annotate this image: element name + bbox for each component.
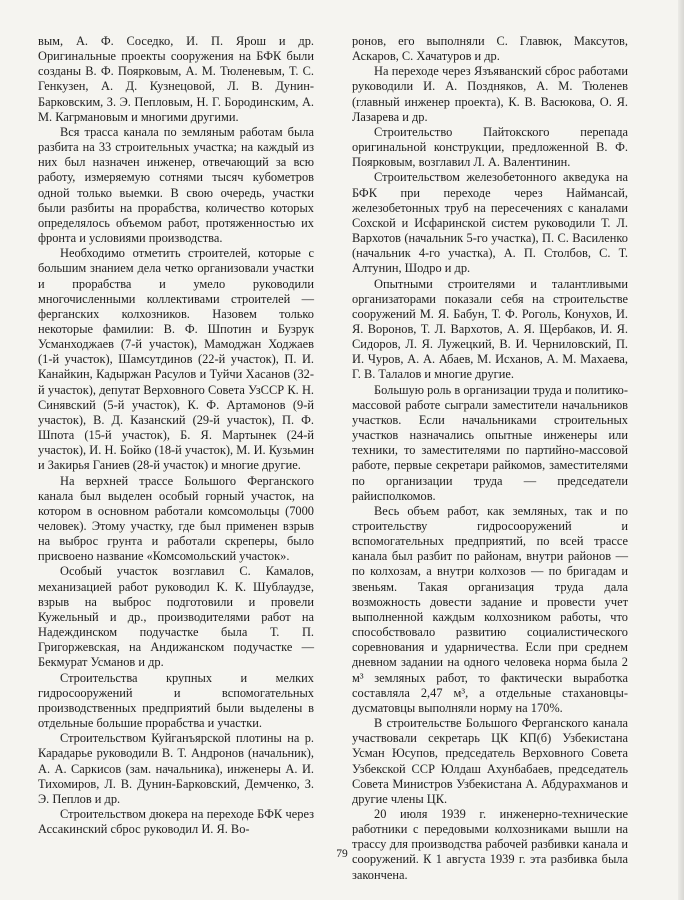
page-edge-shadow — [678, 0, 684, 900]
paragraph: Необходимо отметить строителей, которые с большим знанием дела четко организовали участки и прорабства и умело руководили многочисленными коллективами строителей — ферганских колхозников. Назовем только некоторые фамилии: В. Ф. Шпотин и Бузрук Усманходжаев (7-й участок), Мамоджан Ходжаев (1-й участок), Шамсутдинов (22-й участок), П. И. Канайкин, Кадыржан Расулов и Туйчи Хасанов (32-й участок), депутат Верховного Совета УзССР К. Н. Синявский (5-й участок), К. Ф. Артамонов (9-й участок), В. Д. Казанский (29-й участок), П. Ф. Шпота (15-й участок), Б. Я. Мартынек (24-й участок), И. Н. Бойко (18-й участок), М. И. Кузьмин и Закирья Ганиев (28-й участок) и многие другие. — [38, 246, 314, 473]
paragraph: ронов, его выполняли С. Главюк, Максутов, Аскаров, С. Хачатуров и др. — [352, 34, 628, 64]
paragraph: Строительство Пайтокского перепада оригинальной конструкции, предложенной В. Ф. Поярковым, возглавил Л. А. Валентинин. — [352, 124, 628, 170]
paragraph: Особый участок возглавил С. Камалов, механизацией работ руководил К. К. Шублаудзе, взрыв на выброс подготовили и провели Кужельный и др., производителями работ на Надеждинском подучастке была Т. П. Григоржевская, на Андижанском подучастке — Бекмурат Усманов и др. — [38, 564, 314, 670]
paragraph: 20 июля 1939 г. инженерно-технические работники с передовыми колхозниками вышли на трассу для производства рабочей разбивки канала и сооружений. К 1 августа 1939 г. эта разбивка была закончена. — [352, 806, 628, 882]
paragraph: Вся трасса канала по земляным работам была разбита на 33 строительных участка; на каждый из них был назначен инженер, отвечающий за всю работу, измеряемую сотнями тысяч кубометров одной только выемки. В свою очередь, участки были разбиты на прорабства, количество которых определялось объемом работ, протяженностью их фронта и условиями производства. — [38, 124, 314, 246]
right-column — [352, 34, 628, 883]
paragraph: На переходе через Язъяванский сброс работами руководили И. А. Поздняков, А. М. Тюленев (главный инженер проекта), К. В. Васюкова, О. Я. Лазарева и др. — [352, 64, 628, 124]
paragraph: вым, А. Ф. Соседко, И. П. Ярош и др. Оригинальные проекты сооружения на БФК были созданы В. Ф. Поярковым, А. М. Тюленевым, Т. С. Генкузен, А. Д. Кузнецовой, Л. В. Дунин-Барковским, З. Э. Пепловым, Н. Г. Бородинским, А. М. Кагрмановым и многими другими. — [38, 34, 314, 124]
paragraph: В строительстве Большого Ферганского канала участвовали секретарь ЦК КП(б) Узбекистана Усман Юсупов, председатель Верховного Совета Узбекской ССР Юлдаш Ахунбабаев, председатель Совета Министров Узбекистана А. Абдурахманов и другие члены ЦК. — [352, 716, 628, 806]
page-number: 79 — [336, 848, 348, 860]
paragraph: Строительством дюкера на переходе БФК через Ассакинский сброс руководил И. Я. Во- — [38, 806, 314, 837]
paragraph: Строительством железобетонного акведука на БФК при переходе через Наймансай, железобетонных труб на пересечениях с каналами Сохской и Исфаринской систем руководили Т. Л. Вархотов (начальник 5-го участка), П. С. Василенко (начальник 4-го участка), А. П. Столбов, С. Т. Алтунин, Шодро и др. — [352, 170, 628, 276]
paragraph: Строительства крупных и мелких гидросооружений и вспомогательных производственных предприятий были выделены в отдельные большие прорабства и участки. — [38, 670, 314, 731]
paragraph: На верхней трассе Большого Ферганского канала был выделен особый горный участок, на котором в основном работали комсомольцы (7000 человек). Этому участку, где был применен взрыв на выброс грунта и работали скреперы, было присвоено название «Комсомольский участок». — [38, 473, 314, 564]
paragraph: Строительством Куйганъярской плотины на р. Карадарье руководили В. Т. Андронов (начальник), А. А. Саркисов (зам. начальника), инженеры А. И. Тихомиров, Л. В. Дунин-Барковский, Демченко, З. Э. Пеплов и др. — [38, 731, 314, 806]
paragraph: Весь объем работ, как земляных, так и по строительству гидросооружений и вспомогательных предприятий, по всей трассе канала был разбит по районам, внутри районов — по колхозам, а внутри колхозов — по бригадам и звеньям. Такая организация труда дала возможность довести задание и провести учет выполненной каждым колхозником работы, что способствовало развитию социалистического соревнования и ударничества. Если при среднем дневном задании на одного человека норма была 2 м³ земляных работ, то фактически выработка составляла 2,47 м³, а отдельные стахановцы-дусматовцы выполняли норму на 170%. — [352, 503, 628, 715]
paragraph: Опытными строителями и талантливыми организаторами показали себя на строительстве сооружений М. Я. Бабун, Т. Ф. Роголь, Конухов, И. Я. Воронов, Т. Л. Вархотов, А. Я. Щербаков, И. Я. Сидоров, Л. Я. Лужецкий, В. И. Черниловский, П. И. Чуров, А. А. Абаев, М. Исханов, А. М. Махаева, Г. В. Талалов и многие другие. — [352, 276, 628, 382]
paragraph: Большую роль в организации труда и политико-массовой работе сыграли заместители начальников участков. Если начальниками строительных участков назначались опытные инженеры или техники, то заместителями по партийно-массовой работе, первые секретари райкомов, заместителями по организации труда — председатели райисполкомов. — [352, 382, 628, 503]
left-column — [38, 34, 314, 837]
